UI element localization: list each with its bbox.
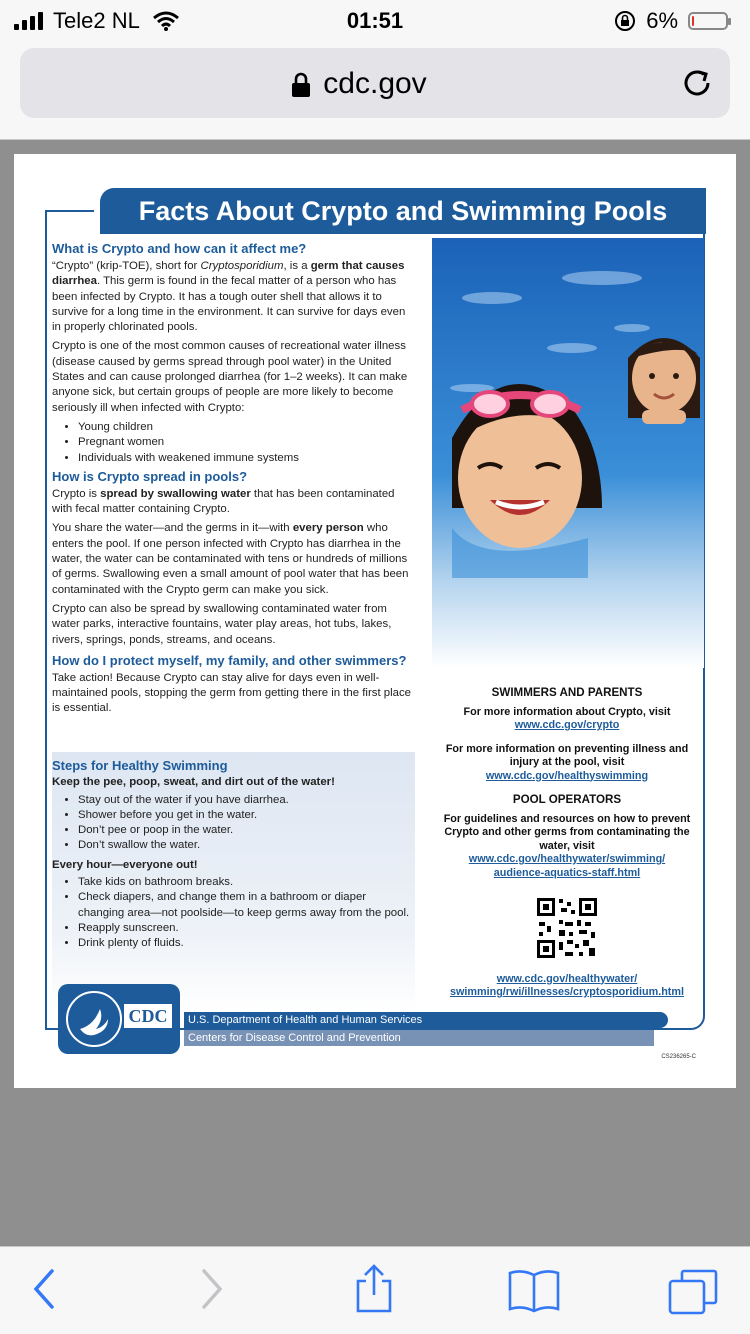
text-bold: germ that causes diarrhea (52, 260, 405, 288)
steps-title: Steps for Healthy Swimming (52, 758, 228, 773)
document-title: Facts About Crypto and Swimming Pools (100, 188, 706, 234)
document-footer (58, 984, 668, 1054)
steps-subheading-keep-out: Keep the pee, poop, sweat, and dirt out of the water! (52, 776, 335, 789)
heading-what-is-crypto: What is Crypto and how can it affect me? (52, 241, 307, 256)
qr-code-icon[interactable] (535, 896, 599, 960)
crypto-link[interactable]: www.cdc.gov/crypto (514, 719, 620, 731)
steps-list-2 (52, 875, 412, 951)
info-column (432, 682, 702, 1010)
steps-subheading-every-hour: Every hour—everyone out! (52, 858, 198, 871)
paragraph-other-sources: Crypto can also be spread by swallowing contaminated water from water parks, interactive fountains, water play areas, hot tubs, lakes, rivers, springs, ponds, streams, and oceans. (52, 602, 392, 646)
list-item: • Take kids on bathroom breaks. (78, 875, 412, 890)
address-bar[interactable] (20, 48, 730, 118)
text-bold: spread by swallowing water (100, 487, 251, 500)
browser-chrome (0, 40, 750, 140)
hhs-bar: U.S. Department of Health and Human Services (184, 1012, 668, 1028)
back-icon[interactable] (30, 1267, 56, 1311)
document-page (14, 154, 736, 1088)
pool-operators-heading: POOL OPERATORS (512, 793, 622, 806)
text-italic: Cryptosporidium (200, 260, 284, 272)
list-item: • Shower before you get in the water. (78, 808, 412, 823)
steps-panel (52, 752, 415, 1012)
swimmers-parents-heading: SWIMMERS AND PARENTS (491, 686, 643, 699)
info-healthy-swimming (432, 743, 702, 784)
cdc-bar: Centers for Disease Control and Prevention (184, 1030, 654, 1046)
paragraph-take-action: Take action! Because Crypto can stay alive for days even in well-maintained pools, stopping the germ from getting there in the first place is essential. (52, 671, 412, 715)
battery-percent: 6% (646, 8, 678, 33)
list-item: • Don’t pee or poop in the water. (78, 823, 412, 838)
bookmarks-icon[interactable] (506, 1267, 562, 1315)
cryptosporidium-link-part1[interactable]: www.cdc.gov/healthywater/ (496, 972, 638, 985)
text: You share the water—and the germs in it—with (52, 522, 293, 535)
share-icon[interactable] (352, 1263, 396, 1315)
hhs-seal-icon (64, 989, 124, 1049)
main-text-column (52, 240, 414, 721)
info-crypto (432, 706, 702, 733)
info-aquatics-staff (432, 813, 702, 881)
battery-fill (692, 16, 694, 26)
list-item: • Stay out of the water if you have diarrhea. (78, 793, 412, 808)
risk-group-list (52, 420, 414, 466)
cdc-logo (58, 984, 180, 1054)
tabs-icon[interactable] (666, 1267, 720, 1317)
battery-icon (688, 12, 728, 30)
carrier-name: Tele2 NL (53, 8, 140, 33)
heading-how-spread: How is Crypto spread in pools? (52, 468, 248, 484)
children-swimming-photo (432, 238, 704, 668)
paragraph-crypto-intro (52, 259, 414, 335)
cdc-logo-text: CDC (124, 1004, 172, 1028)
document-code: CS236265-C (661, 1054, 696, 1060)
list-item: • Individuals with weakened immune systems (78, 451, 414, 466)
text: . This germ is found in the fecal matter of a person who has been infected by Crypto. It has a tough outer shell that allows it to survive for a long time in the environment. It can survive for days even in properly chlorinated pools. (52, 275, 406, 334)
aquatics-link-part1[interactable]: www.cdc.gov/healthywater/swimming/ (468, 853, 666, 865)
clock: 01:51 (346, 8, 404, 33)
healthy-swimming-link[interactable]: www.cdc.gov/healthyswimming (485, 769, 649, 782)
text: who enters the pool. If one person infected with Crypto has diarrhea in the water, the water can be contaminated with tens or hundreds of millions of germs. Swallowing even a small amount of pool water that has been contaminated with the Crypto germ can make you sick. (52, 522, 409, 596)
text: Crypto is (52, 487, 101, 500)
rotation-lock-icon (614, 10, 636, 32)
list-item: • Don’t swallow the water. (78, 838, 412, 853)
steps-list-1 (52, 793, 412, 854)
text-bold: every person (292, 522, 364, 535)
list-item: • Pregnant women (78, 435, 414, 450)
list-item: • Check diapers, and change them in a bathroom or diaper changing area—not poolside—to keep germs away from the pool. (78, 890, 412, 921)
list-item: • Drink plenty of fluids. (78, 936, 412, 951)
heading-protect: How do I protect myself, my family, and other swimmers? (52, 652, 407, 668)
aquatics-link-part2[interactable]: audience-aquatics-staff.html (493, 866, 641, 879)
list-item: • Young children (78, 420, 414, 435)
status-right (614, 8, 728, 34)
text: For more information on preventing illness and injury at the pool, visit (445, 742, 689, 768)
text: that has been contaminated with fecal matter containing Crypto. (52, 487, 395, 516)
text: “Crypto” (krip-TOE), short for (52, 260, 201, 272)
text: For guidelines and resources on how to prevent Crypto and other germs from contaminating the water, visit (443, 812, 691, 852)
paragraph-share-water (52, 521, 414, 597)
safari-toolbar (0, 1246, 750, 1334)
text: For more information about Crypto, visit (463, 705, 671, 718)
paragraph-illness: Crypto is one of the most common causes of recreational water illness (disease caused by germs spread through pool water) in the United States and can cause prolonged diarrhea (for 1–2 weeks). It can make anyone sick, but certain groups of people are more likely to become seriously ill when infected with Crypto: (52, 340, 408, 414)
cryptosporidium-link-part2[interactable]: swimming/rwi/illnesses/cryptosporidium.html (450, 986, 684, 998)
text: , is a (283, 260, 311, 272)
url-text: cdc.gov (323, 67, 427, 100)
status-bar (0, 0, 750, 40)
reload-icon[interactable] (680, 66, 714, 100)
paragraph-spread (52, 487, 414, 518)
forward-icon[interactable] (200, 1267, 226, 1311)
list-item: • Reapply sunscreen. (78, 921, 412, 936)
